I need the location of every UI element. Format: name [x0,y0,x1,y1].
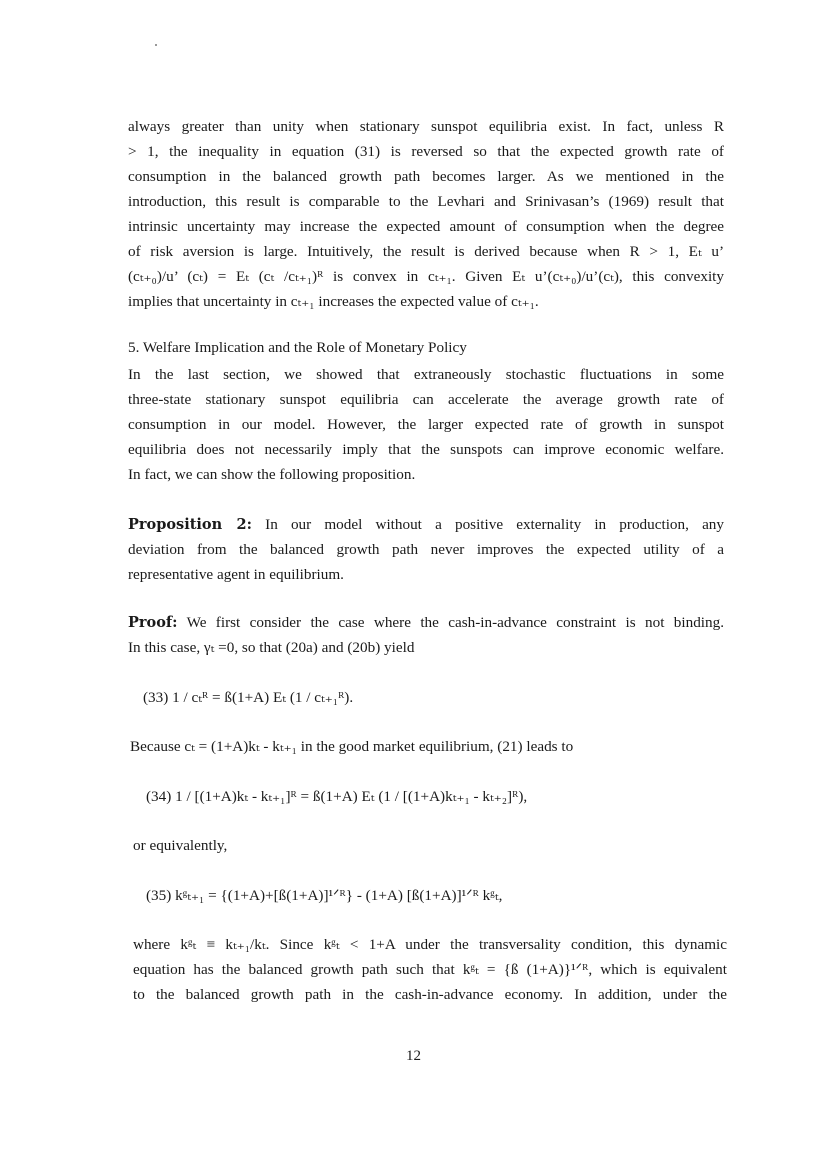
equation-34: (34) 1 / [(1+A)kₜ - kₜ₊₁]ᴿ = ß(1+A) Eₜ (1 / [(1+A)kₜ₊₁ - kₜ₊₂]ᴿ), [146,788,528,805]
text-line: consumption in the balanced growth path becomes larger. As we mentioned in the [128,168,724,185]
equation-35: (35) kᵍₜ₊₁ = {(1+A)+[ß(1+A)]¹ᐟᴿ} - (1+A) [ß(1+A)]¹ᐟᴿ kᵍₜ, [146,887,503,904]
text-line: (cₜ₊₀)/u’ (cₜ) = Eₜ (cₜ /cₜ₊₁)ᴿ is convex in cₜ₊₁. Given Eₜ u’(cₜ₊₀)/u’(cₜ), this convexity [128,268,724,285]
text-line: consumption in our model. However, the larger expected rate of growth in sunspot [128,416,724,433]
text-line [128,610,724,635]
because-line: Because cₜ = (1+A)kₜ - kₜ₊₁ in the good market equilibrium, (21) leads to [130,738,574,755]
text-line: of risk aversion is large. Intuitively, the result is derived because when R > 1, Eₜ u’ [128,243,724,260]
text-line: intrinsic uncertainty may increase the expected amount of consumption when the degree [128,218,724,235]
text-line: where kᵍₜ ≡ kₜ₊₁/kₜ. Since kᵍₜ < 1+A under the transversality condition, this dynamic [133,936,727,953]
text-line: three-state stationary sunspot equilibria can accelerate the average growth rate of [128,391,724,408]
page-number: 12 [406,1048,421,1064]
proof-text: We first consider the case where the cash-in-advance constraint is not binding. [177,614,724,631]
proposition-2 [128,512,724,587]
paragraph-end [133,932,727,1007]
equation-33: (33) 1 / cₜᴿ = ß(1+A) Eₜ (1 / cₜ₊₁ᴿ). [143,689,354,706]
text-line: deviation from the balanced growth path never improves the expected utility of a [128,541,724,558]
text-line: to the balanced growth path in the cash-in-advance economy. In addition, under the [133,986,727,1003]
text-line: representative agent in equilibrium. [128,566,344,583]
text-line: > 1, the inequality in equation (31) is reversed so that the expected growth rate of [128,143,724,160]
text-line: introduction, this result is comparable to the Levhari and Srinivasan’s (1969) result that [128,193,724,210]
or-equivalently: or equivalently, [133,837,228,854]
proposition-text: In our model without a positive externality in production, any [251,516,724,533]
text-line: In the last section, we showed that extraneously stochastic fluctuations in some [128,366,724,383]
section-heading: 5. Welfare Implication and the Role of Monetary Policy [128,339,467,356]
paragraph-2 [128,362,724,487]
scan-speck [155,44,157,46]
text-line: In fact, we can show the following proposition. [128,466,416,483]
proposition-label: Proposition 2: [128,516,252,533]
text-line [128,512,724,537]
text-line: always greater than unity when stationary sunspot equilibria exist. In fact, unless R [128,118,724,135]
proof-label: Proof: [128,614,178,631]
proof-paragraph [128,610,724,660]
text-line: implies that uncertainty in cₜ₊₁ increases the expected value of cₜ₊₁. [128,293,539,310]
paragraph-1 [128,114,724,314]
text-line: equation has the balanced growth path such that kᵍₜ = {ß (1+A)}¹ᐟᴿ, which is equivalent [133,961,727,978]
text-line: equilibria does not necessarily imply that the sunspots can improve economic welfare. [128,441,724,458]
text-line: In this case, γₜ =0, so that (20a) and (20b) yield [128,639,415,656]
